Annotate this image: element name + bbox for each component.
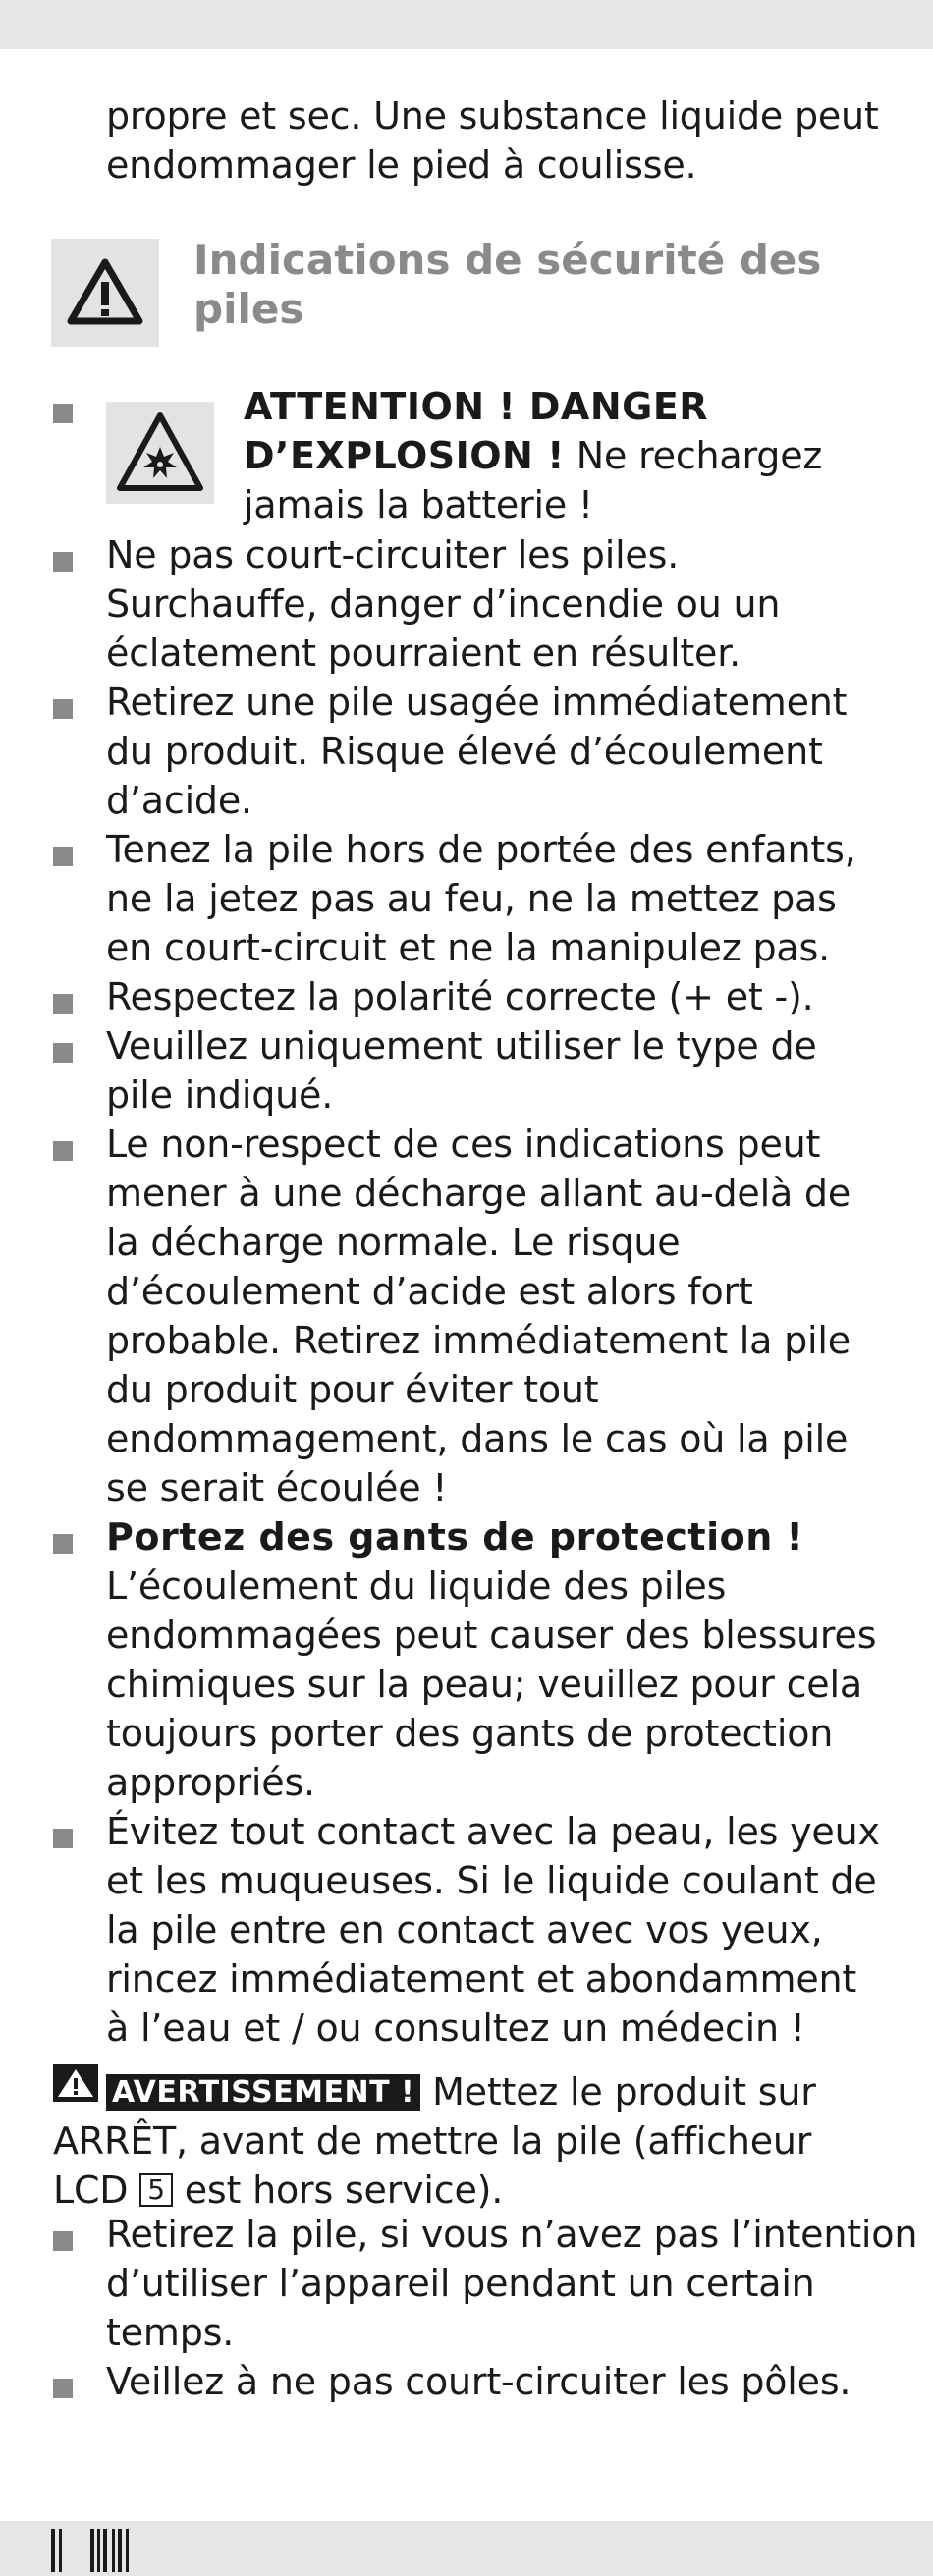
- list-item-line: Le non-respect de ces indications peut: [106, 1123, 821, 1166]
- bullet: [53, 847, 73, 866]
- warning-text: est hors service).: [172, 2168, 504, 2212]
- list-item-line: la pile entre en contact avec vos yeux,: [106, 1908, 823, 1951]
- explosion-warning-text: [244, 382, 822, 529]
- barcode-icon: [49, 2529, 147, 2572]
- list-item-line: du produit pour éviter tout: [106, 1368, 599, 1411]
- intro-line: propre et sec. Une substance liquide peut: [106, 94, 879, 137]
- list-item: [106, 1120, 851, 1512]
- list-item-line: Évitez tout contact avec la peau, les yeux: [106, 1810, 880, 1853]
- list-item-line: endommagement, dans le cas où la pile: [106, 1417, 849, 1460]
- list-item-line: d’écoulement d’acide est alors fort: [106, 1270, 753, 1313]
- top-margin-bar: [0, 0, 933, 49]
- list-item-line: L’écoulement du liquide des piles: [106, 1564, 727, 1608]
- bullet: [53, 994, 73, 1014]
- explosion-text: Ne rechargez: [564, 434, 823, 477]
- list-item: [106, 2357, 851, 2406]
- bullet: [53, 1141, 73, 1161]
- list-item-line: d’utiliser l’appareil pendant un certain: [106, 2262, 815, 2305]
- explosion-title-line: D’EXPLOSION !: [244, 434, 565, 477]
- warning-text-line: ARRÊT, avant de mettre la pile (afficheur: [53, 2119, 812, 2163]
- bullet: [53, 552, 73, 572]
- list-item-line: mener à une décharge allant au-delà de: [106, 1172, 851, 1215]
- list-item-line: endommagées peut causer des blessures: [106, 1614, 877, 1657]
- warning-paragraph: [53, 2064, 816, 2215]
- warning-text: LCD: [53, 2168, 140, 2212]
- list-item-line: éclatement pourraient en résulter.: [106, 631, 741, 675]
- bullet: [53, 699, 73, 719]
- list-item-line: pile indiqué.: [106, 1073, 334, 1117]
- list-item-line: du produit. Risque élevé d’écoulement: [106, 730, 823, 773]
- explosion-title-line: ATTENTION ! DANGER: [244, 385, 709, 428]
- lcd-reference-number: 5: [139, 2173, 173, 2207]
- list-item-line: à l’eau et / ou consultez un médecin !: [106, 2006, 805, 2050]
- intro-paragraph: [106, 91, 879, 190]
- explosion-warning-icon: [106, 402, 214, 504]
- bullet: [53, 1829, 73, 1848]
- list-item-line: Veillez à ne pas court-circuiter les pôles.: [106, 2360, 851, 2403]
- warning-triangle-icon: [53, 2064, 98, 2102]
- explosion-icon-box: [106, 402, 214, 504]
- list-item-line: Ne pas court-circuiter les piles.: [106, 533, 680, 576]
- bullet: [53, 1043, 73, 1063]
- list-item-line: toujours porter des gants de protection: [106, 1712, 834, 1755]
- list-item-line: appropriés.: [106, 1761, 315, 1804]
- section-title: [193, 236, 821, 334]
- warning-text: Mettez le produit sur: [420, 2070, 816, 2113]
- list-item-line: Tenez la pile hors de portée des enfants,: [106, 828, 856, 871]
- bullet: [53, 404, 73, 423]
- list-item-line: Respectez la polarité correcte (+ et -).: [106, 975, 814, 1018]
- gloves-title: Portez des gants de protection !: [106, 1515, 804, 1559]
- list-item-line: la décharge normale. Le risque: [106, 1221, 681, 1264]
- list-item: [106, 678, 847, 825]
- list-item: [106, 1512, 876, 1807]
- list-item-line: Retirez la pile, si vous n’avez pas l’intention: [106, 2213, 918, 2256]
- list-item-line: et les muqueuses. Si le liquide coulant de: [106, 1859, 877, 1902]
- list-item-line: probable. Retirez immédiatement la pile: [106, 1319, 851, 1362]
- bullet: [53, 2379, 73, 2398]
- list-item: [106, 2210, 917, 2357]
- section-icon-box: [51, 239, 159, 347]
- explosion-text-line: jamais la batterie !: [244, 483, 593, 526]
- list-item-line: chimiques sur la peau; veuillez pour cela: [106, 1663, 862, 1706]
- list-item-line: rincez immédiatement et abondamment: [106, 1957, 857, 2001]
- list-item-line: temps.: [106, 2311, 235, 2354]
- list-item-line: Retirez une pile usagée immédiatement: [106, 681, 848, 724]
- list-item: [106, 1021, 817, 1120]
- list-item: [106, 530, 780, 678]
- bullet: [53, 2231, 73, 2251]
- list-item-line: Veuillez uniquement utiliser le type de: [106, 1024, 817, 1068]
- list-item-line: se serait écoulée !: [106, 1466, 448, 1509]
- list-item: [106, 972, 813, 1021]
- warning-badge: AVERTISSEMENT !: [106, 2074, 420, 2111]
- warning-triangle-icon: [51, 239, 159, 347]
- section-title-line: piles: [193, 285, 304, 333]
- list-item-line: en court-circuit et ne la manipulez pas.: [106, 926, 830, 969]
- intro-line: endommager le pied à coulisse.: [106, 143, 697, 187]
- section-title-line: Indications de sécurité des: [193, 236, 822, 284]
- list-item-line: d’acide.: [106, 779, 252, 822]
- list-item: [106, 825, 856, 972]
- list-item-line: Surchauffe, danger d’incendie ou un: [106, 582, 781, 626]
- list-item-line: ne la jetez pas au feu, ne la mettez pas: [106, 877, 837, 920]
- bullet: [53, 1534, 73, 1554]
- list-item: [106, 1807, 880, 2053]
